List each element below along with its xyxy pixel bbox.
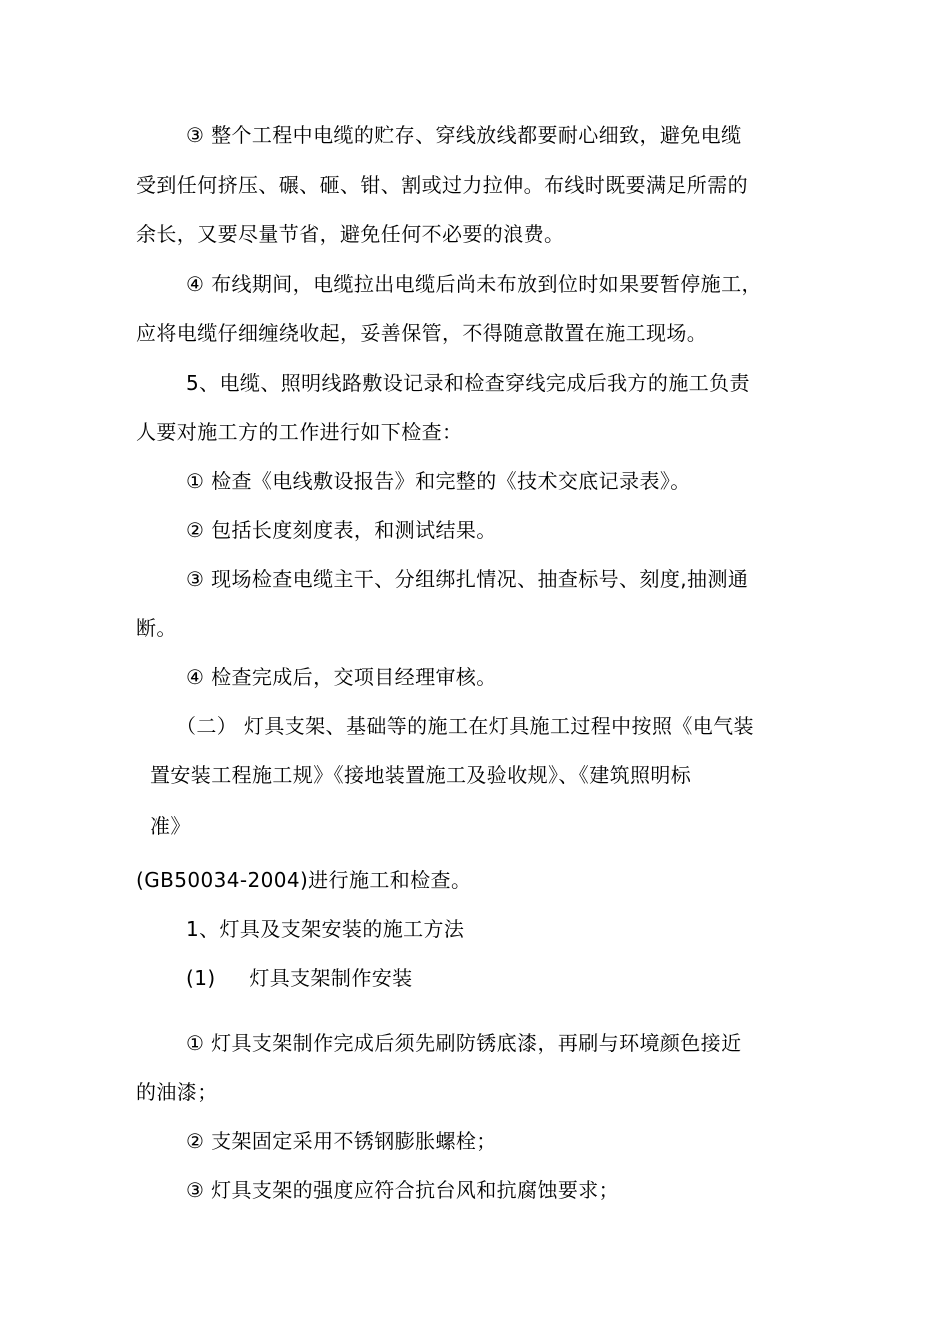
- paragraph-line: ① 检查《电线敷设报告》和完整的《技术交底记录表》。: [186, 469, 691, 493]
- section-heading: （二） 灯具支架、基础等的施工在灯具施工过程中按照《电气装: [176, 714, 754, 738]
- paragraph-line: 断。: [136, 616, 177, 640]
- paragraph-line: ④ 检查完成后，交项目经理审核。: [186, 665, 497, 689]
- subsection-heading: (1) 灯具支架制作安装: [186, 966, 413, 990]
- paragraph-line: ① 灯具支架制作完成后须先刷防锈底漆，再刷与环境颜色接近: [186, 1031, 742, 1055]
- paragraph-line: ② 包括长度刻度表，和测试结果。: [186, 518, 497, 542]
- paragraph-line: ② 支架固定采用不锈钢膨胀螺栓；: [186, 1129, 497, 1153]
- paragraph-line: 应将电缆仔细缠绕收起，妥善保管，不得随意散置在施工现场。: [136, 321, 708, 345]
- paragraph-line: 5、电缆、照明线路敷设记录和检查穿线完成后我方的施工负责: [186, 371, 750, 395]
- paragraph-line: (GB50034-2004)进行施工和检查。: [136, 868, 472, 892]
- paragraph-line: ③ 整个工程中电缆的贮存、穿线放线都要耐心细致，避免电缆: [186, 123, 742, 147]
- paragraph-line: ③ 灯具支架的强度应符合抗台风和抗腐蚀要求；: [186, 1178, 620, 1202]
- paragraph-line: ③ 现场检查电缆主干、分组绑扎情况、抽查标号、刻度,抽测通: [186, 567, 749, 591]
- paragraph-line: 置安装工程施工规》《接地装置施工及验收规》、《建筑照明标: [150, 763, 692, 787]
- paragraph-line: 余长，又要尽量节省，避免任何不必要的浪费。: [136, 222, 565, 246]
- paragraph-line: 人要对施工方的工作进行如下检查：: [136, 420, 463, 444]
- subsection-heading: 1、灯具及支架安装的施工方法: [186, 917, 465, 941]
- paragraph-line: 的油漆；: [136, 1080, 218, 1104]
- paragraph-line: 受到任何挤压、碾、砸、钳、割或过力拉伸。布线时既要满足所需的: [136, 173, 748, 197]
- paragraph-line: ④ 布线期间，电缆拉出电缆后尚未布放到位时如果要暂停施工，: [186, 272, 762, 296]
- paragraph-line: 准》: [150, 814, 191, 838]
